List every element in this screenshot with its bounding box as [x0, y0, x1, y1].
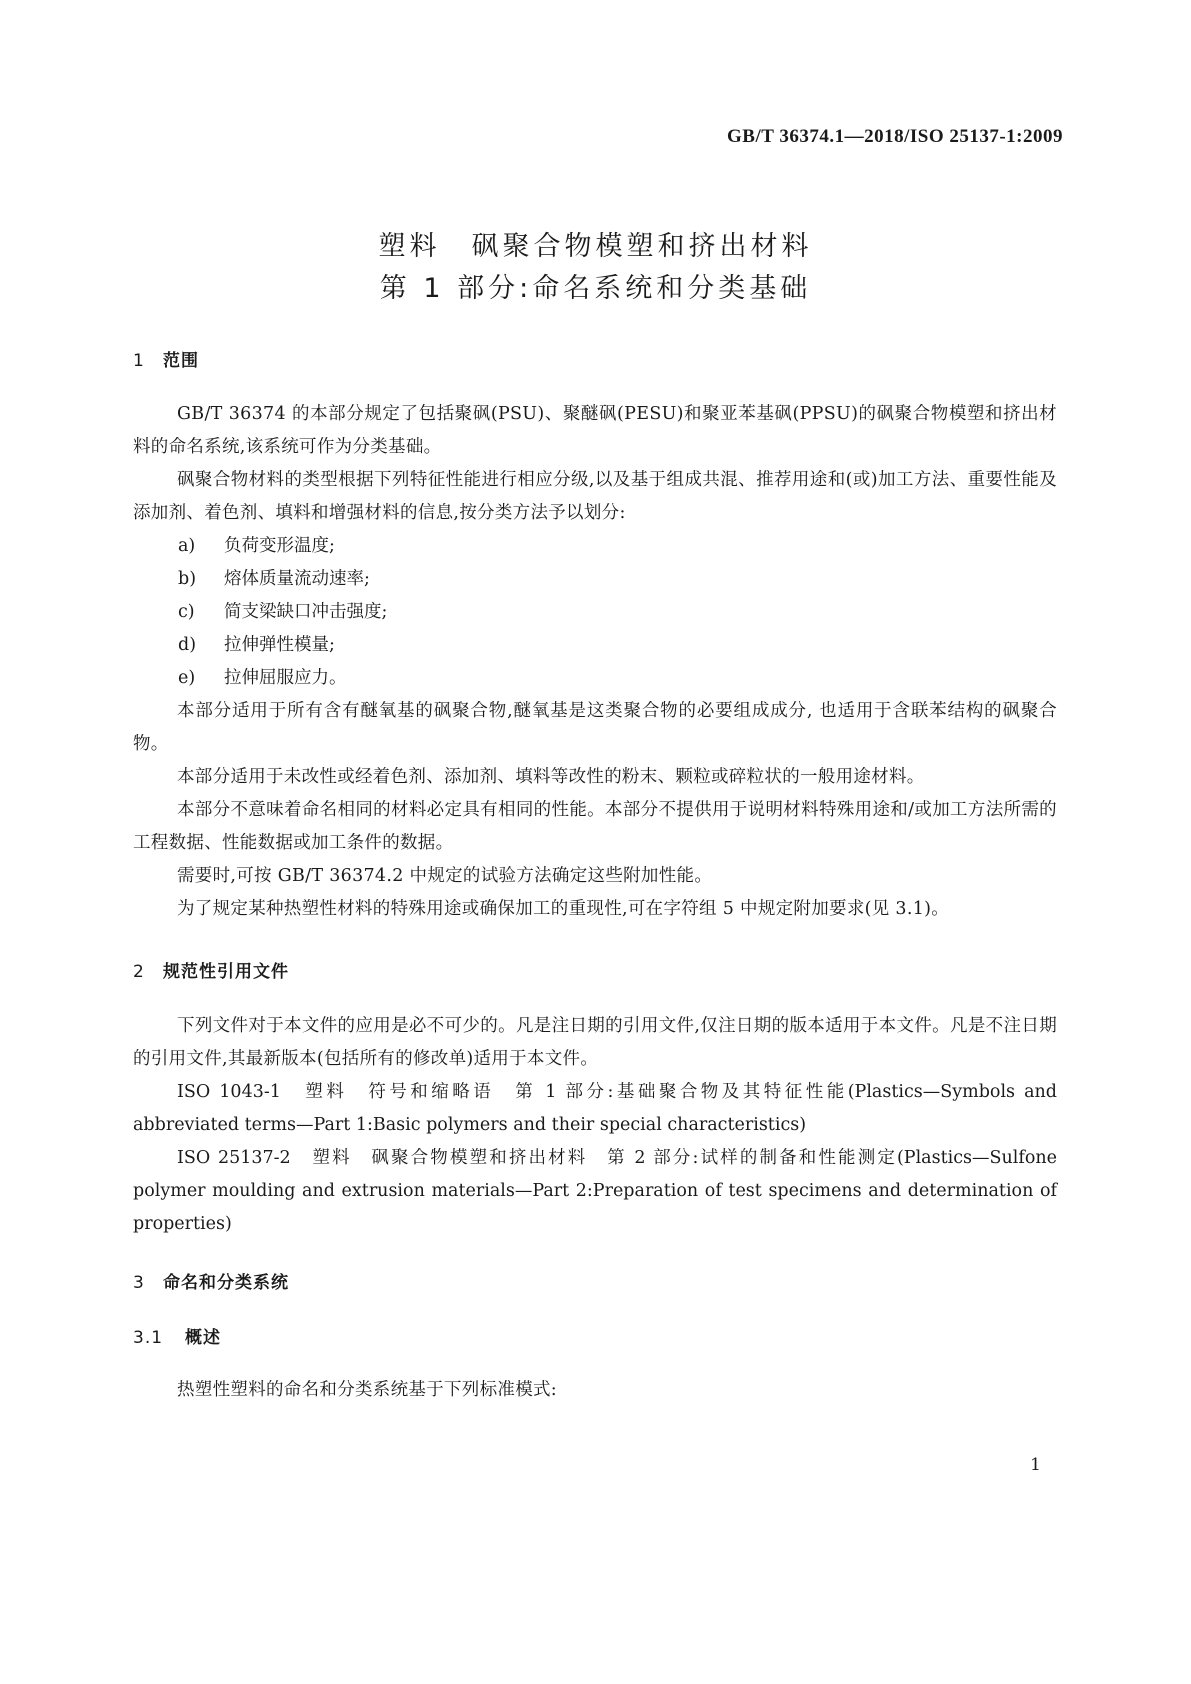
paragraph: 为了规定某种热塑性材料的特殊用途或确保加工的重现性,可在字符组 5 中规定附加要求(见 3.1)。 [177, 899, 950, 919]
paragraph: 本部分适用于未改性或经着色剂、添加剂、填料等改性的粉末、颗粒或碎粒状的一般用途材料。 [177, 767, 925, 787]
list-label: c) [178, 602, 195, 622]
paragraph: 需要时,可按 GB/T 36374.2 中规定的试验方法确定这些附加性能。 [177, 866, 713, 886]
paragraph: 砜聚合物材料的类型根据下列特征性能进行相应分级,以及基于组成共混、推荐用途和(或)加工方法、重要性能及添加剂、着色剂、填料和增强材料的信息,按分类方法予以划分: [133, 470, 1057, 523]
list-item [178, 629, 335, 662]
section-title: 范围 [163, 351, 199, 371]
section-number: 2 [133, 962, 145, 982]
list-label: a) [178, 536, 196, 556]
list-item [178, 530, 335, 563]
list-item [178, 596, 387, 629]
reference-entry: ISO 25137-2 塑料 砜聚合物模塑和挤出材料 第 2 部分:试样的制备和性能测定(Plastics—Sulfone polymer moulding and extrusion materials—Part 2:Preparation of test specimens and determination of properties) [133, 1148, 1057, 1234]
section-number: 3 [133, 1273, 145, 1293]
title-line-1: 塑料 砜聚合物模塑和挤出材料 [378, 231, 813, 262]
paragraph: 下列文件对于本文件的应用是必不可少的。凡是注日期的引用文件,仅注日期的版本适用于本文件。凡是不注日期的引用文件,其最新版本(包括所有的修改单)适用于本文件。 [133, 1016, 1057, 1069]
paragraph: GB/T 36374 的本部分规定了包括聚砜(PSU)、聚醚砜(PESU)和聚亚苯基砜(PPSU)的砜聚合物模塑和挤出材料的命名系统,该系统可作为分类基础。 [133, 404, 1057, 457]
standard-id: GB/T 36374.1—2018/ISO 25137-1:2009 [727, 126, 1063, 147]
list-text: 负荷变形温度; [224, 536, 335, 556]
paragraph: 本部分不意味着命名相同的材料必定具有相同的性能。本部分不提供用于说明材料特殊用途和/或加工方法所需的工程数据、性能数据或加工条件的数据。 [133, 800, 1057, 853]
document-title [0, 226, 1191, 310]
subsection-3-1-heading [133, 1323, 221, 1348]
title-line-2: 第 1 部分:命名系统和分类基础 [379, 273, 812, 304]
list-text: 拉伸弹性模量; [224, 635, 335, 655]
subsection-title: 概述 [185, 1328, 221, 1348]
page-number: 1 [1030, 1455, 1041, 1475]
reference-entry: ISO 1043-1 塑料 符号和缩略语 第 1 部分:基础聚合物及其特征性能(Plastics—Symbols and abbreviated terms—Part 1:Basic polymers and their special characteristics) [133, 1082, 1057, 1135]
section-title: 命名和分类系统 [163, 1273, 289, 1293]
section-3-heading [133, 1268, 289, 1293]
list-label: e) [178, 668, 196, 688]
list-label: b) [178, 569, 197, 589]
list-label: d) [178, 635, 197, 655]
list-text: 拉伸屈服应力。 [224, 668, 347, 688]
list-text: 熔体质量流动速率; [224, 569, 370, 589]
paragraph: 热塑性塑料的命名和分类系统基于下列标准模式: [177, 1380, 557, 1400]
section-2-heading [133, 957, 289, 982]
subsection-number: 3.1 [133, 1328, 164, 1348]
list-text: 简支梁缺口冲击强度; [224, 602, 388, 622]
list-item [178, 662, 347, 695]
section-number: 1 [133, 351, 145, 371]
list-item [178, 563, 370, 596]
paragraph: 本部分适用于所有含有醚氧基的砜聚合物,醚氧基是这类聚合物的必要组成成分, 也适用于含联苯结构的砜聚合物。 [133, 701, 1057, 754]
section-title: 规范性引用文件 [163, 962, 289, 982]
section-1-heading [133, 346, 199, 371]
